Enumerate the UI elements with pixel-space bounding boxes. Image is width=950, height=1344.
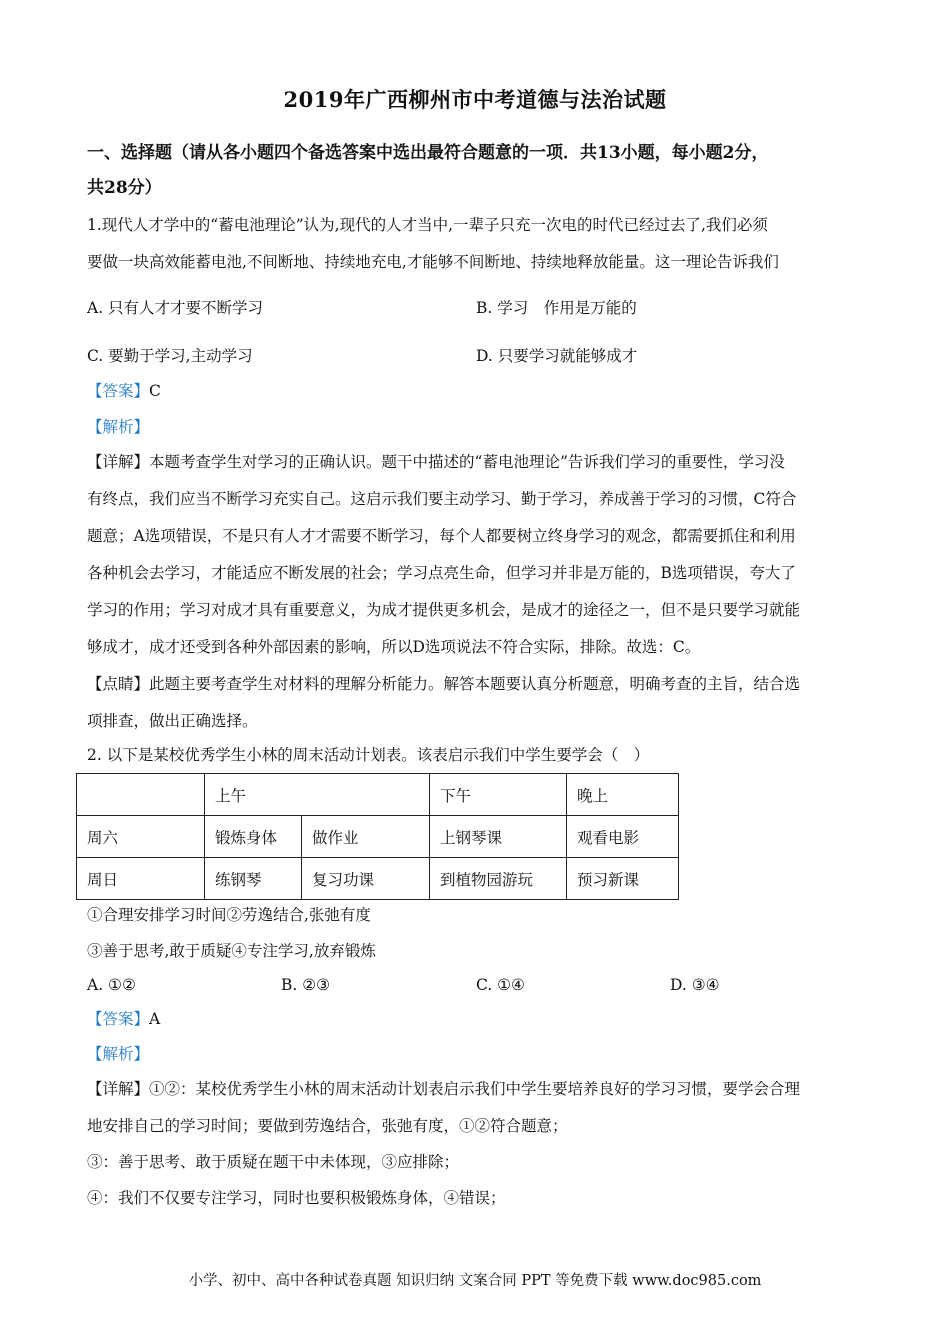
detail-tag: 【详解】 [87,1080,150,1098]
table-cell [77,774,205,816]
q1-detail-line2: 有终点，我们应当不断学习充实自己。这启示我们要主动学习、勤于学习，养成善于学习的习惯，C符合 [87,490,797,508]
table-cell: 复习功课 [302,858,430,900]
q2-detail-line2: 地安排自己的学习时间；要做到劳逸结合，张弛有度，①②符合题意； [87,1117,568,1135]
table-row [77,816,679,858]
q1-detail-line4: 各种机会去学习，才能适应不断发展的社会；学习点亮生命，但学习并非是万能的，B选项错误，夸大了 [87,564,796,582]
q2-answer-value: A [149,1010,161,1028]
section-heading-line2: 共28分） [87,178,162,198]
table-cell: 做作业 [302,816,430,858]
table-cell: 周六 [77,816,205,858]
q1-detail-line5: 学习的作用；学习对成才具有重要意义，为成才提供更多机会，是成才的途径之一，但不是只要学习就能 [87,601,801,619]
table-cell: 预习新课 [567,858,679,900]
q1-detail-line3: 题意；A选项错误，不是只有人才才需要不断学习，每个人都要树立终身学习的观念，都需要抓住和利用 [87,527,796,545]
table-header-afternoon: 下午 [430,774,567,816]
q1-detail-line1: 【详解】本题考查学生对学习的正确认识。题干中描述的“蓄电池理论”告诉我们学习的重要性，学习没 [87,453,785,471]
q2-statements-34: ③善于思考,敢于质疑④专注学习,放弃锻炼 [87,942,376,960]
q2-detail-line3: ③：善于思考、敢于质疑在题干中未体现，③应排除； [87,1153,460,1171]
table-header-morning: 上午 [205,774,430,816]
table-cell: 练钢琴 [205,858,302,900]
answer-tag: 【答案】 [87,382,150,400]
page-title: 2019年广西柳州市中考道德与法治试题 [283,87,667,112]
q2-analysis-tag: 【解析】 [87,1045,150,1063]
table-cell: 上钢琴课 [430,816,567,858]
page-footer: 小学、初中、高中各种试卷真题 知识归纳 文案合同 PPT 等免费下载 www.doc985.com [188,1273,762,1289]
q2-option-c: C. ①④ [476,976,525,994]
q1-stem-line2: 要做一块高效能蓄电池,不间断地、持续地充电,才能够不间断地、持续地释放能量。这一理论告诉我们 [87,253,779,271]
q2-detail-line1: 【详解】①②：某校优秀学生小林的周末活动计划表启示我们中学生要培养良好的学习习惯，要学会合理 [87,1080,801,1098]
table-cell: 观看电影 [567,816,679,858]
q1-option-b: B. 学习 作用是万能的 [476,299,637,317]
table-header-evening: 晚上 [567,774,679,816]
q2-option-b: B. ②③ [281,976,331,994]
q2-option-a: A. ①② [87,976,136,994]
q1-comment-line2: 项排查，做出正确选择。 [87,712,258,730]
table-row [77,858,679,900]
q1-option-c: C. 要勤于学习,主动学习 [87,347,253,365]
q1-option-a: A. 只有人才才要不断学习 [87,299,264,317]
table-row [77,774,679,816]
q1-comment-line1: 【点睛】此题主要考查学生对材料的理解分析能力。解答本题要认真分析题意，明确考查的主旨，结合选 [87,675,801,693]
answer-tag: 【答案】 [87,1010,150,1028]
q1-stem-line1: 1.现代人才学中的“蓄电池理论”认为,现代的人才当中,一辈子只充一次电的时代已经过去了,我们必须 [87,216,768,234]
section-heading-line1: 一、选择题（请从各小题四个备选答案中选出最符合题意的一项．共13小题，每小题2分， [87,143,769,163]
q2-statements-12: ①合理安排学习时间②劳逸结合,张弛有度 [87,906,371,924]
comment-tag: 【点睛】 [87,675,150,693]
table-cell: 到植物园游玩 [430,858,567,900]
table-cell: 锻炼身体 [205,816,302,858]
q1-option-d: D. 只要学习就能够成才 [476,347,638,365]
table-cell: 周日 [77,858,205,900]
q2-detail-line4: ④：我们不仅要专注学习，同时也要积极锻炼身体，④错误； [87,1189,506,1207]
q2-option-d: D. ③④ [670,976,720,994]
q1-answer [87,380,877,402]
weekend-plan-table [76,773,679,900]
q1-answer-value: C [149,382,161,400]
detail-tag: 【详解】 [87,453,150,471]
q2-answer [87,1008,877,1030]
q1-analysis-tag: 【解析】 [87,418,150,436]
q2-stem: 2. 以下是某校优秀学生小林的周末活动计划表。该表启示我们中学生要学会（ ） [87,746,650,764]
q1-detail-line6: 够成才，成才还受到各种外部因素的影响，所以D选项说法不符合实际，排除。故选：C。 [87,638,701,656]
